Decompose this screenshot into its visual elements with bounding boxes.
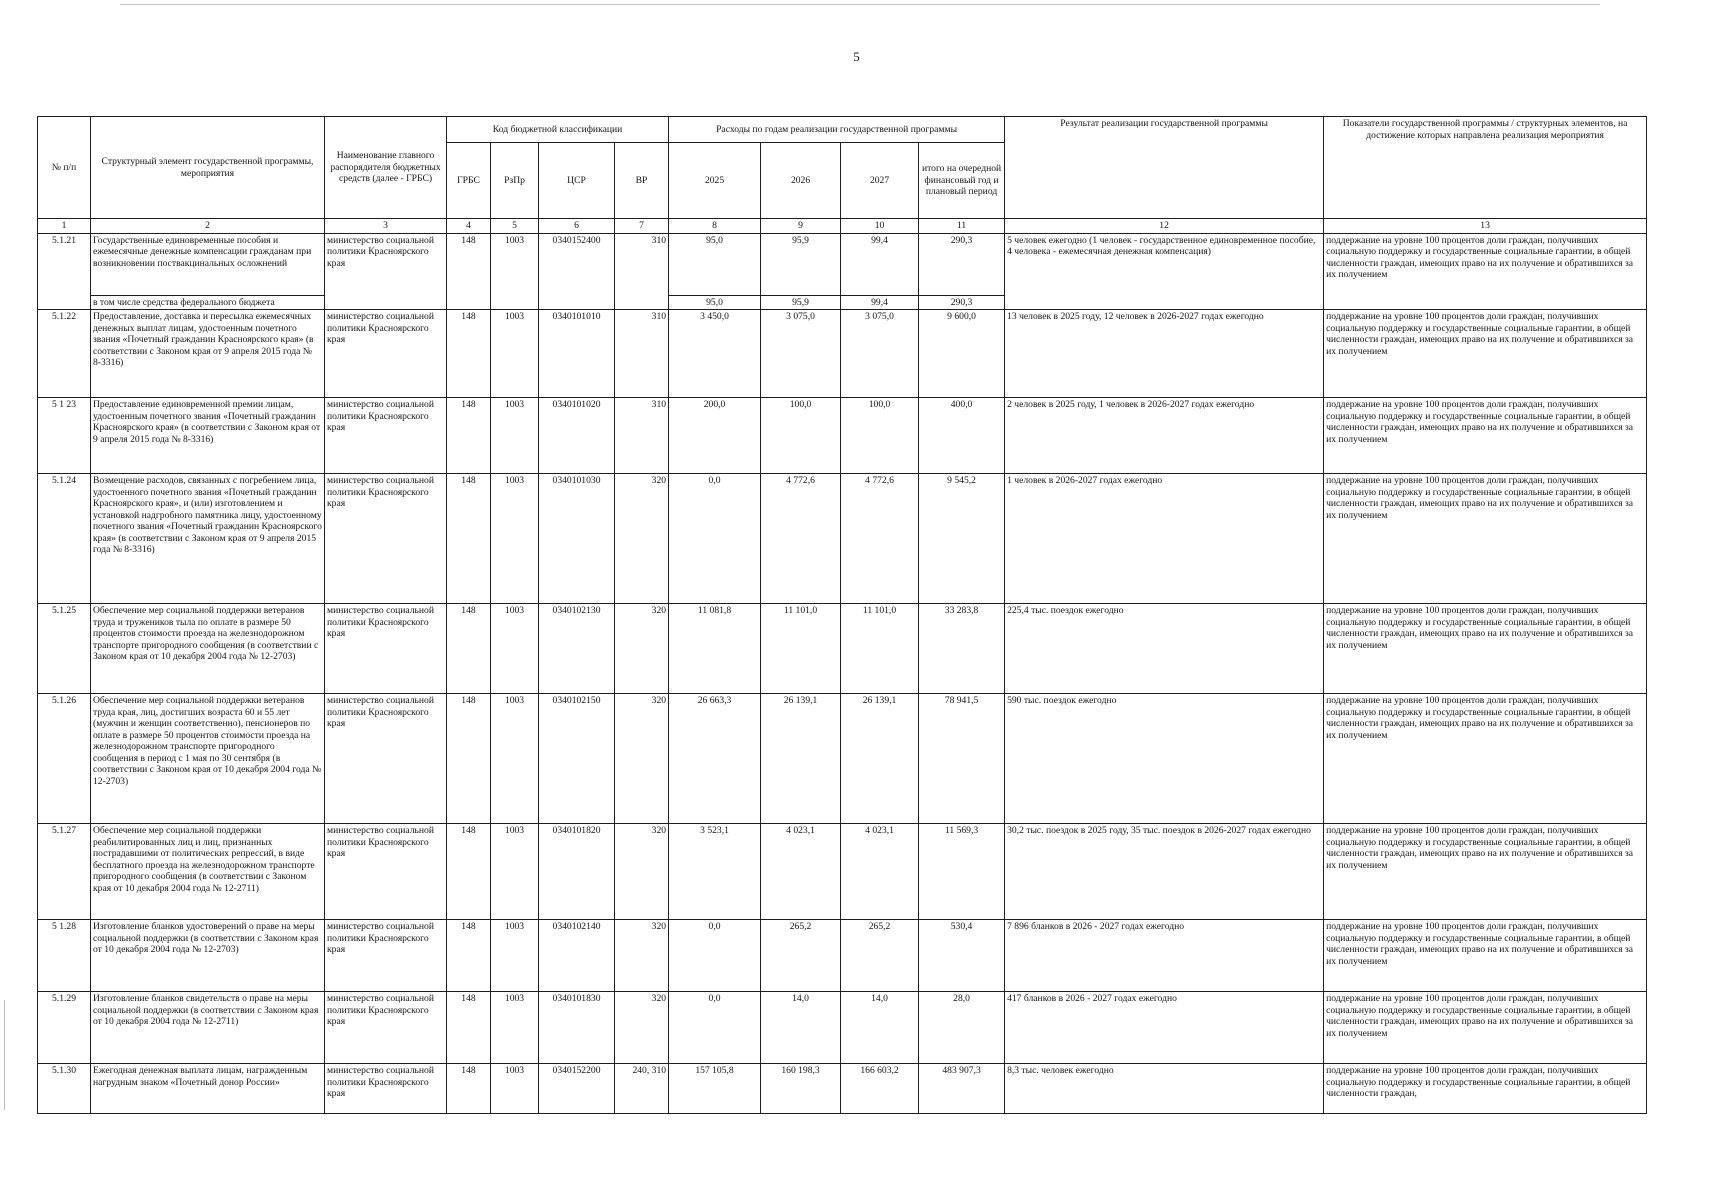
row-grbs-name: министерство социальной политики Красноярского края <box>325 474 447 604</box>
column-number: 8 <box>669 219 761 234</box>
header-kbk-group: Код бюджетной классификации <box>447 117 669 143</box>
row-element: Ежегодная денежная выплата лицам, награжденным нагрудным знаком «Почетный донор России» <box>91 1064 325 1114</box>
row-2026: 95,9 <box>761 233 841 295</box>
row-csr: 0340101820 <box>539 824 615 920</box>
row-result: 590 тыс. поездок ежегодно <box>1005 694 1324 824</box>
row-rzpr: 1003 <box>491 694 539 824</box>
row-grbs-name: министерство социальной политики Красноярского края <box>325 1064 447 1114</box>
scan-edge-line <box>120 4 1600 5</box>
row-vr: 320 <box>615 474 669 604</box>
row-vr: 240, 310 <box>615 1064 669 1114</box>
row-total: 290,3 <box>919 233 1005 295</box>
row-rzpr: 1003 <box>491 1064 539 1114</box>
row-2025: 200,0 <box>669 398 761 474</box>
column-number: 4 <box>447 219 491 234</box>
table-row <box>38 233 1647 295</box>
row-rzpr: 1003 <box>491 824 539 920</box>
row-total: 483 907,3 <box>919 1064 1005 1114</box>
row-2025: 0,0 <box>669 992 761 1064</box>
row-result: 1 человек в 2026-2027 годах ежегодно <box>1005 474 1324 604</box>
row-vr: 320 <box>615 920 669 992</box>
table-row <box>38 604 1647 694</box>
row-2026: 160 198,3 <box>761 1064 841 1114</box>
column-number: 10 <box>841 219 919 234</box>
row-2026: 14,0 <box>761 992 841 1064</box>
row-2027: 265,2 <box>841 920 919 992</box>
row-total: 78 941,5 <box>919 694 1005 824</box>
row-element: Возмещение расходов, связанных с погребением лица, удостоенного почетного звания «Почетный гражданин Красноярского края», и (или) изготовлением и установкой надгробного памятника лицу, удостоенному почетного звания «Почетный гражданин Красноярского края» (в соответствии с Законом края от 9 апреля 2015 года № 8-3316) <box>91 474 325 604</box>
row-2027: 166 603,2 <box>841 1064 919 1114</box>
row-indicator: поддержание на уровне 100 процентов доли граждан, получивших социальную поддержку и государственные социальные гарантии, в общей численности граждан, имеющих право на их получение и обратившихся за их получением <box>1324 920 1647 992</box>
row-indicator: поддержание на уровне 100 процентов доли граждан, получивших социальную поддержку и государственные социальные гарантии, в общей численности граждан, имеющих право на их получение и обратившихся за их получением <box>1324 233 1647 310</box>
row-2025: 3 523,1 <box>669 824 761 920</box>
row-element: Предоставление, доставка и пересылка ежемесячных денежных выплат лицам, удостоенным почетного звания «Почетный гражданин Красноярского края» (в соответствии с Законом края от 9 апреля 2015 года № 8-3316) <box>91 310 325 398</box>
row-element: Изготовление бланков свидетельств о праве на меры социальной поддержки (в соответствии с Законом края от 10 декабря 2004 года № 12-2711) <box>91 992 325 1064</box>
row-result: 5 человек ежегодно (1 человек - государственное единовременное пособие, 4 человека - ежемесячная денежная компенсация) <box>1005 233 1324 310</box>
row-grbs-name: министерство социальной политики Красноярского края <box>325 604 447 694</box>
row-2025: 11 081,8 <box>669 604 761 694</box>
row-grbs: 148 <box>447 604 491 694</box>
subrow-total: 290,3 <box>919 295 1005 310</box>
row-grbs-name: министерство социальной политики Красноярского края <box>325 233 447 310</box>
row-total: 11 569,3 <box>919 824 1005 920</box>
table-header <box>38 117 1647 234</box>
row-grbs-name: министерство социальной политики Красноярского края <box>325 310 447 398</box>
row-2026: 4 023,1 <box>761 824 841 920</box>
row-2025: 157 105,8 <box>669 1064 761 1114</box>
row-grbs: 148 <box>447 694 491 824</box>
row-2027: 26 139,1 <box>841 694 919 824</box>
row-indicator: поддержание на уровне 100 процентов доли граждан, получивших социальную поддержку и государственные социальные гарантии, в общей численности граждан, имеющих право на их получение и обратившихся за их получением <box>1324 474 1647 604</box>
column-number: 13 <box>1324 219 1647 234</box>
row-number: 5.1.21 <box>38 233 91 310</box>
row-2026: 4 772,6 <box>761 474 841 604</box>
row-grbs-name: министерство социальной политики Красноярского края <box>325 694 447 824</box>
row-number: 5.1.27 <box>38 824 91 920</box>
row-grbs: 148 <box>447 310 491 398</box>
row-grbs-name: министерство социальной политики Красноярского края <box>325 824 447 920</box>
row-grbs: 148 <box>447 474 491 604</box>
row-rzpr: 1003 <box>491 398 539 474</box>
row-2027: 14,0 <box>841 992 919 1064</box>
row-2026: 265,2 <box>761 920 841 992</box>
row-rzpr: 1003 <box>491 233 539 310</box>
row-vr: 320 <box>615 824 669 920</box>
row-grbs: 148 <box>447 233 491 310</box>
column-number: 1 <box>38 219 91 234</box>
row-total: 9 600,0 <box>919 310 1005 398</box>
row-element: Обеспечение мер социальной поддержки ветеранов труда и тружеников тыла по оплате в размере 50 процентов стоимости проезда на железнодорожном транспорте пригородного сообщения (в соответствии с Законом края от 10 декабря 2004 года № 12-2703) <box>91 604 325 694</box>
header-2025: 2025 <box>669 143 761 219</box>
row-2027: 100,0 <box>841 398 919 474</box>
subrow-2025: 95,0 <box>669 295 761 310</box>
table-row <box>38 694 1647 824</box>
row-csr: 0340152400 <box>539 233 615 310</box>
row-result: 7 896 бланков в 2026 - 2027 годах ежегодно <box>1005 920 1324 992</box>
header-result: Результат реализации государственной программы <box>1005 117 1324 219</box>
row-grbs: 148 <box>447 992 491 1064</box>
header-element: Структурный элемент государственной программы, мероприятия <box>91 117 325 219</box>
budget-table <box>37 116 1647 1114</box>
header-rzpr: РзПр <box>491 143 539 219</box>
header-total: итого на очередной финансовый год и плановый период <box>919 143 1005 219</box>
row-2026: 11 101,0 <box>761 604 841 694</box>
page-number: 5 <box>853 49 860 64</box>
header-csr: ЦСР <box>539 143 615 219</box>
column-number: 3 <box>325 219 447 234</box>
table-row <box>38 398 1647 474</box>
column-number-row <box>38 219 1647 234</box>
row-grbs: 148 <box>447 398 491 474</box>
header-grbs-name: Наименование главного распорядителя бюджетных средств (далее - ГРБС) <box>325 117 447 219</box>
row-number: 5.1.29 <box>38 992 91 1064</box>
row-grbs: 148 <box>447 824 491 920</box>
row-result: 225,4 тыс. поездок ежегодно <box>1005 604 1324 694</box>
column-number: 5 <box>491 219 539 234</box>
row-2025: 0,0 <box>669 474 761 604</box>
row-indicator: поддержание на уровне 100 процентов доли граждан, получивших социальную поддержку и государственные социальные гарантии, в общей численности граждан, имеющих право на их получение и обратившихся за их получением <box>1324 824 1647 920</box>
row-indicator: поддержание на уровне 100 процентов доли граждан, получивших социальную поддержку и государственные социальные гарантии, в общей численности граждан, <box>1324 1064 1647 1114</box>
header-num: № п/п <box>38 117 91 219</box>
row-grbs-name: министерство социальной политики Красноярского края <box>325 920 447 992</box>
row-total: 400,0 <box>919 398 1005 474</box>
row-grbs-name: министерство социальной политики Красноярского края <box>325 992 447 1064</box>
header-2026: 2026 <box>761 143 841 219</box>
row-element: Изготовление бланков удостоверений о праве на меры социальной поддержки (в соответствии с Законом края от 10 декабря 2004 года № 12-2703) <box>91 920 325 992</box>
row-element: Государственные единовременные пособия и ежемесячные денежные компенсации гражданам при возникновении поствакцинальных осложнений <box>91 233 325 295</box>
row-csr: 0340102130 <box>539 604 615 694</box>
row-total: 530,4 <box>919 920 1005 992</box>
row-grbs: 148 <box>447 920 491 992</box>
subrow-label: в том числе средства федерального бюджета <box>91 295 325 310</box>
row-2027: 4 772,6 <box>841 474 919 604</box>
row-vr: 310 <box>615 310 669 398</box>
row-vr: 310 <box>615 233 669 310</box>
table-row <box>38 992 1647 1064</box>
row-vr: 320 <box>615 694 669 824</box>
row-indicator: поддержание на уровне 100 процентов доли граждан, получивших социальную поддержку и государственные социальные гарантии, в общей численности граждан, имеющих право на их получение и обратившихся за их получением <box>1324 604 1647 694</box>
row-2027: 4 023,1 <box>841 824 919 920</box>
header-grbs: ГРБС <box>447 143 491 219</box>
row-csr: 0340101010 <box>539 310 615 398</box>
row-number: 5.1.30 <box>38 1064 91 1114</box>
column-number: 12 <box>1005 219 1324 234</box>
row-result: 8,3 тыс. человек ежегодно <box>1005 1064 1324 1114</box>
header-expenses-group: Расходы по годам реализации государственной программы <box>669 117 1005 143</box>
column-number: 9 <box>761 219 841 234</box>
row-rzpr: 1003 <box>491 310 539 398</box>
scan-margin-line <box>4 1000 5 1110</box>
row-2025: 26 663,3 <box>669 694 761 824</box>
header-indicators: Показатели государственной программы / структурных элементов, на достижение которых направлена реализация мероприятия <box>1324 117 1647 219</box>
row-2026: 100,0 <box>761 398 841 474</box>
subrow-2026: 95,9 <box>761 295 841 310</box>
row-csr: 0340152200 <box>539 1064 615 1114</box>
header-2027: 2027 <box>841 143 919 219</box>
row-indicator: поддержание на уровне 100 процентов доли граждан, получивших социальную поддержку и государственные социальные гарантии, в общей численности граждан, имеющих право на их получение и обратившихся за их получением <box>1324 992 1647 1064</box>
table-row <box>38 920 1647 992</box>
table-body <box>38 233 1647 1114</box>
row-total: 33 283,8 <box>919 604 1005 694</box>
row-number: 5.1.22 <box>38 310 91 398</box>
row-grbs: 148 <box>447 1064 491 1114</box>
column-number: 7 <box>615 219 669 234</box>
row-result: 30,2 тыс. поездок в 2025 году, 35 тыс. поездок в 2026-2027 годах ежегодно <box>1005 824 1324 920</box>
row-vr: 320 <box>615 992 669 1064</box>
row-csr: 0340101830 <box>539 992 615 1064</box>
row-number: 5.1.25 <box>38 604 91 694</box>
row-2027: 3 075,0 <box>841 310 919 398</box>
row-2026: 3 075,0 <box>761 310 841 398</box>
row-total: 28,0 <box>919 992 1005 1064</box>
row-number: 5.1.26 <box>38 694 91 824</box>
table-row <box>38 824 1647 920</box>
row-element: Обеспечение мер социальной поддержки реабилитированных лиц и лиц, признанных пострадавшими от политических репрессий, в виде бесплатного проезда на железнодорожном транспорте пригородного сообщения (в соответствии с Законом края от 10 декабря 2004 года № 12-2711) <box>91 824 325 920</box>
row-rzpr: 1003 <box>491 920 539 992</box>
row-indicator: поддержание на уровне 100 процентов доли граждан, получивших социальную поддержку и государственные социальные гарантии, в общей численности граждан, имеющих право на их получение и обратившихся за их получением <box>1324 310 1647 398</box>
row-2025: 0,0 <box>669 920 761 992</box>
column-number: 6 <box>539 219 615 234</box>
row-indicator: поддержание на уровне 100 процентов доли граждан, получивших социальную поддержку и государственные социальные гарантии, в общей численности граждан, имеющих право на их получение и обратившихся за их получением <box>1324 398 1647 474</box>
table-row <box>38 474 1647 604</box>
row-csr: 0340101030 <box>539 474 615 604</box>
row-csr: 0340102150 <box>539 694 615 824</box>
row-result: 2 человек в 2025 году, 1 человек в 2026-2027 годах ежегодно <box>1005 398 1324 474</box>
table-row <box>38 310 1647 398</box>
row-2026: 26 139,1 <box>761 694 841 824</box>
row-2025: 95,0 <box>669 233 761 295</box>
column-number: 2 <box>91 219 325 234</box>
row-2027: 99,4 <box>841 233 919 295</box>
row-2027: 11 101,0 <box>841 604 919 694</box>
row-indicator: поддержание на уровне 100 процентов доли граждан, получивших социальную поддержку и государственные социальные гарантии, в общей численности граждан, имеющих право на их получение и обратившихся за их получением <box>1324 694 1647 824</box>
row-element: Предоставление единовременной премии лицам, удостоенным почетного звания «Почетный гражданин Красноярского края» (в соответствии с Законом края от 9 апреля 2015 года № 8-3316) <box>91 398 325 474</box>
row-number: 5.1.24 <box>38 474 91 604</box>
row-csr: 0340102140 <box>539 920 615 992</box>
row-2025: 3 450,0 <box>669 310 761 398</box>
row-vr: 310 <box>615 398 669 474</box>
row-vr: 320 <box>615 604 669 694</box>
row-number: 5 1.28 <box>38 920 91 992</box>
column-number: 11 <box>919 219 1005 234</box>
row-rzpr: 1003 <box>491 604 539 694</box>
row-result: 13 человек в 2025 году, 12 человек в 2026-2027 годах ежегодно <box>1005 310 1324 398</box>
row-number: 5 1 23 <box>38 398 91 474</box>
row-rzpr: 1003 <box>491 992 539 1064</box>
row-grbs-name: министерство социальной политики Красноярского края <box>325 398 447 474</box>
subrow-2027: 99,4 <box>841 295 919 310</box>
row-result: 417 бланков в 2026 - 2027 годах ежегодно <box>1005 992 1324 1064</box>
row-csr: 0340101020 <box>539 398 615 474</box>
row-element: Обеспечение мер социальной поддержки ветеранов труда края, лиц, достигших возраста 60 и 55 лет (мужчин и женщин соответственно), пенсионеров по оплате в размере 50 процентов стоимости проезда на железнодорожном транспорте пригородного сообщения в период с 1 мая по 30 сентября (в соответствии с Законом края от 10 декабря 2004 года № 12-2703) <box>91 694 325 824</box>
table-row <box>38 1064 1647 1114</box>
header-vr: ВР <box>615 143 669 219</box>
row-rzpr: 1003 <box>491 474 539 604</box>
row-total: 9 545,2 <box>919 474 1005 604</box>
